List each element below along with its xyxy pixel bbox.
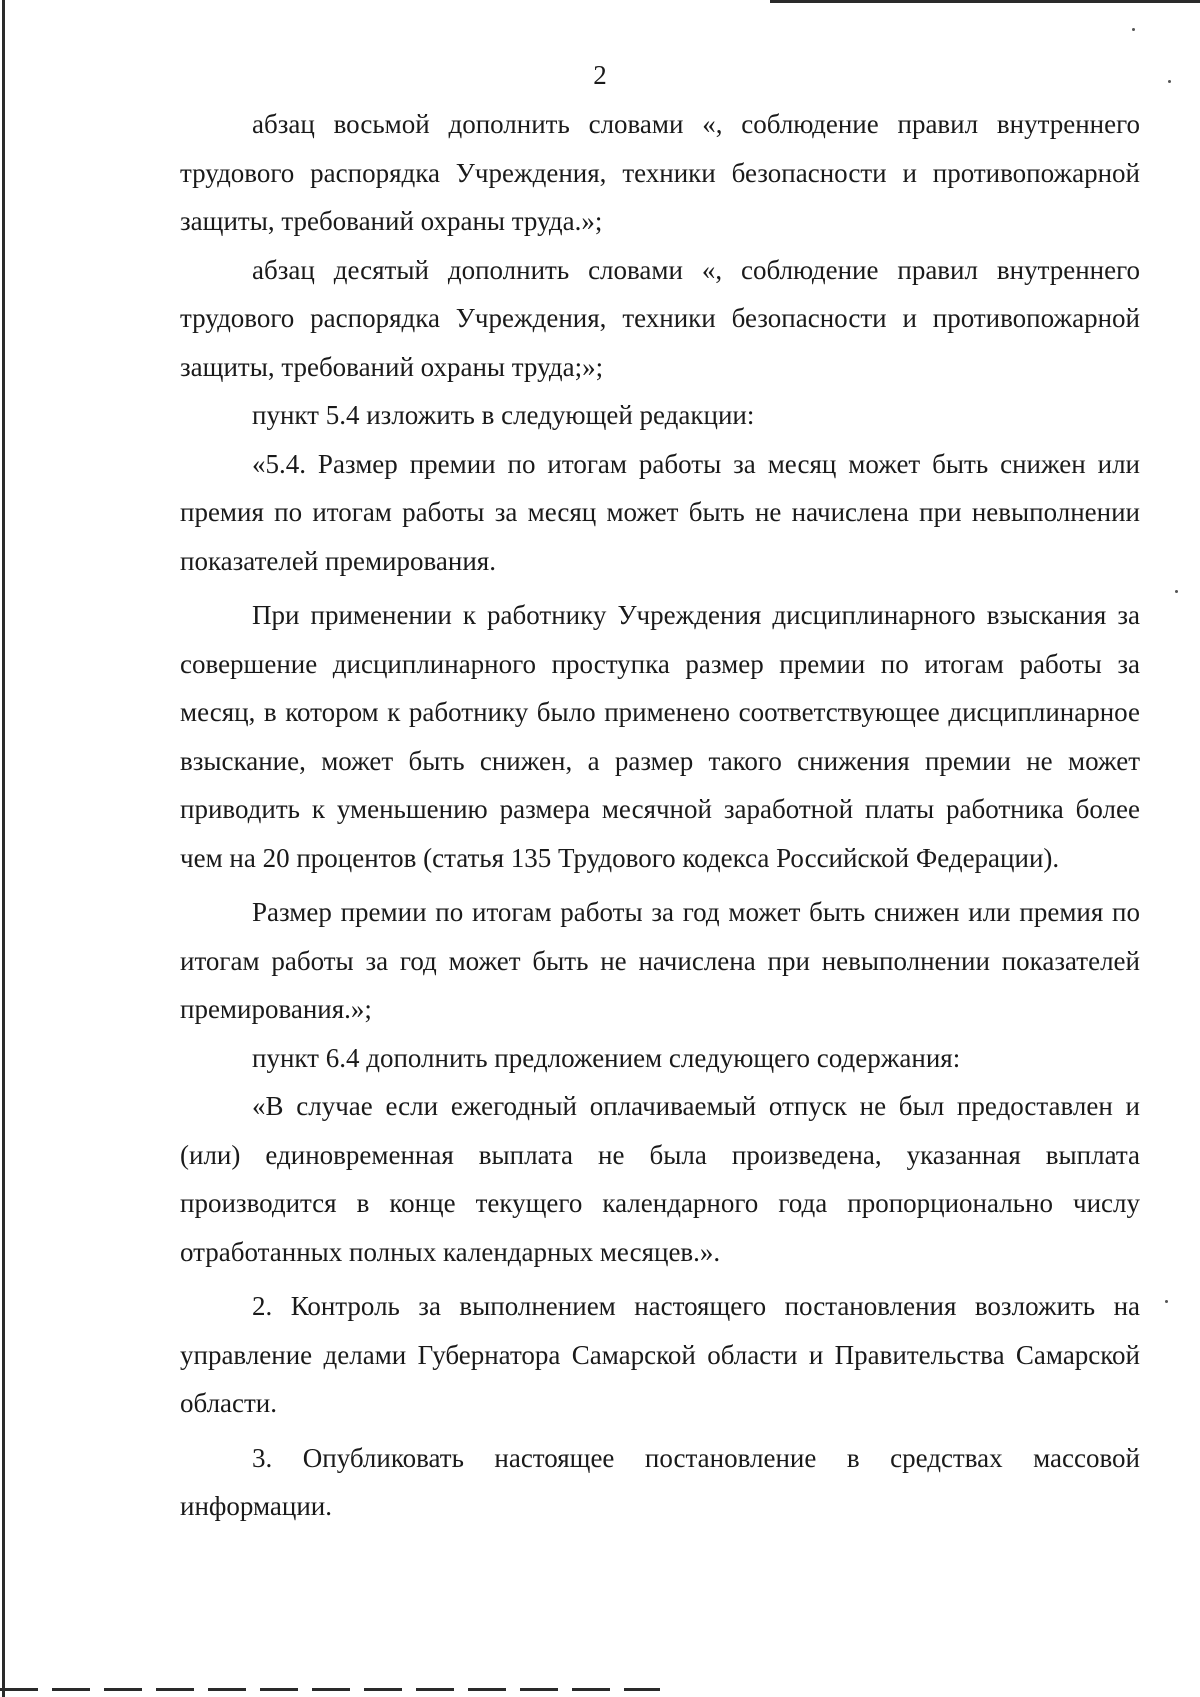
paragraph-point-2: 2. Контроль за выполнением настоящего постановления возложить на управление делами Губернатора Самарской области и Правительства Самарской области. bbox=[180, 1291, 1140, 1418]
paragraph-amend-8: абзац восьмой дополнить словами «, соблюдение правил внутреннего трудового распорядка Учреждения, техники безопасности и противопожарной защиты, требований охраны труда.»; bbox=[180, 109, 1140, 236]
scan-speck bbox=[1165, 1300, 1168, 1303]
paragraph-point-3: 3. Опубликовать настоящее постановление в средствах массовой информации. bbox=[180, 1442, 1140, 1521]
paragraph-annual-bonus: Размер премии по итогам работы за год может быть снижен или премия по итогам работы за год может быть не начислена при невыполнении показателей премирования.»; bbox=[180, 897, 1140, 1024]
scan-speck bbox=[1175, 590, 1178, 593]
scan-speck bbox=[1132, 28, 1135, 31]
paragraph-item-6-4-text: «В случае если ежегодный оплачиваемый отпуск не был предоставлен и (или) единовременная выплата не была произведена, указанная выплата производится в конце текущего календарного года пропорционально числу отработанных полных календарных месяцев.». bbox=[180, 1091, 1140, 1267]
paragraph-amend-10: абзац десятый дополнить словами «, соблюдение правил внутреннего трудового распорядка Учреждения, техники безопасности и противопожарной защиты, требований охраны труда;»; bbox=[180, 254, 1140, 382]
scan-bottom-dashes bbox=[0, 1688, 660, 1691]
document-body bbox=[180, 100, 1140, 1531]
paragraph-item-5-4-text: «5.4. Размер премии по итогам работы за месяц может быть снижен или премия по итогам работы за месяц может быть не начислена при невыполнении показателей премирования. bbox=[180, 448, 1140, 576]
paragraph-disciplinary: При применении к работнику Учреждения дисциплинарного взыскания за совершение дисциплинарного проступка размер премии по итогам работы за месяц, в котором к работнику было применено соответствующее дисциплинарное взыскание, может быть снижен, а размер такого снижения премии не может приводить к уменьшению размера месячной заработной платы работника более чем на 20 процентов (статья 135 Трудового кодекса Российской Федерации). bbox=[180, 600, 1140, 873]
paragraph-item-5-4-intro: пункт 5.4 изложить в следующей редакции: bbox=[252, 400, 755, 430]
scan-border-top bbox=[770, 0, 1200, 3]
page-number: 2 bbox=[593, 60, 607, 90]
paragraph-item-6-4-intro: пункт 6.4 дополнить предложением следующего содержания: bbox=[252, 1042, 961, 1073]
scan-border-left bbox=[2, 0, 5, 1697]
